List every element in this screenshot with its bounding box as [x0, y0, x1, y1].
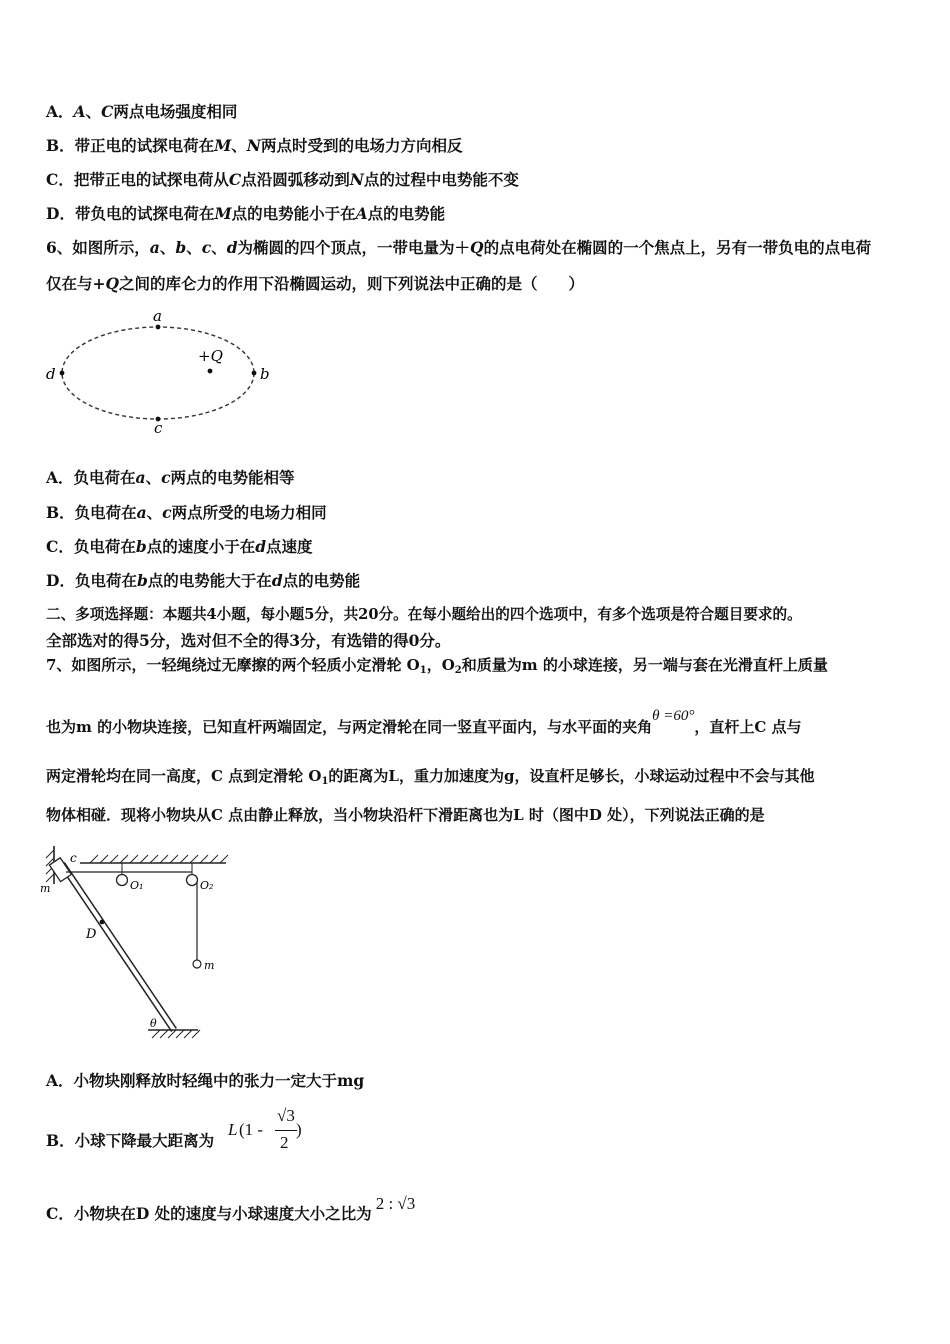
ellipse-orbit — [62, 327, 254, 419]
q6-stem-line-2: 仅在与+Q之间的库仑力的作用下沿椭圆运动，则下列说法中正确的是（ ） — [46, 274, 585, 293]
label-b: b — [260, 365, 270, 383]
q7-stem-line-2: 也为m 的小物块连接，已知直杆两端固定，与两定滑轮在同一竖直平面内，与水平面的夹角θ =60°，直杆上C 点与 — [46, 708, 802, 736]
q7-option-a: A．小物块刚释放时轻绳中的张力一定大于mg — [46, 1071, 365, 1090]
point-d-dot — [60, 371, 65, 376]
label-theta: θ — [150, 1017, 157, 1030]
label-d: d — [46, 365, 56, 383]
q7-stem-line-4: 物体相碰．现将小物块从C 点由静止释放，当小物块沿杆下滑距离也为L 时（图中D 处），下列说法正确的是 — [46, 806, 765, 824]
label-c: c — [154, 419, 163, 437]
q7-stem-line-1: 7、如图所示，一轻绳绕过无摩擦的两个轻质小定滑轮 $O_1$，$O_2$和质量为m 的小球连接，另一端与套在光滑直杆上质量 — [46, 656, 828, 676]
q5-option-c: C．把带正电的试探电荷从C点沿圆弧移动到N点的过程中电势能不变 — [46, 170, 519, 189]
q6-stem-line-1: 6、如图所示，a、b、c、d为椭圆的四个顶点，一带电量为＋Q的点电荷处在椭圆的一个焦点上，另有一带负电的点电荷 — [46, 238, 872, 257]
q6-option-b: B．负电荷在a、c两点所受的电场力相同 — [46, 503, 327, 522]
pulley-figure — [40, 842, 240, 1042]
q7-option-c: C．小物块在D 处的速度与小球速度大小之比为2 : √3 — [46, 1194, 416, 1223]
q7-option-b: B．小球下降最大距离为 — [46, 1131, 215, 1150]
label-a: a — [153, 307, 162, 325]
option-b-formula: L (1 - √3 2 ) — [228, 1106, 302, 1152]
q6-option-c: C．负电荷在b点的速度小于在d点速度 — [46, 537, 313, 556]
charge-q-dot — [208, 369, 213, 374]
label-m-ball: m — [204, 959, 215, 972]
label-c: c — [70, 851, 77, 865]
q5-option-a: A．A、C两点电场强度相同 — [46, 102, 238, 121]
q6-option-a: A．负电荷在a、c两点的电势能相等 — [46, 468, 295, 487]
inclined-rod-inner — [62, 864, 174, 1030]
label-plus-q: +Q — [198, 347, 223, 365]
section-2-scoring: 全部选对的得5分，选对但不全的得3分，有选错的得0分。 — [46, 631, 451, 650]
label-o2: O₂ — [200, 879, 214, 892]
point-a-dot — [156, 325, 161, 330]
pulley-o2 — [187, 875, 198, 886]
label-o1: O₁ — [130, 879, 144, 892]
ceiling-hatching — [90, 855, 228, 863]
q7-stem-line-3: 两定滑轮均在同一高度，C 点到定滑轮 $O_1$的距离为L，重力加速度为g，设直杆足够长，小球运动过程中不会与其他 — [46, 767, 815, 787]
section-2-heading: 二、多项选择题：本题共4小题，每小题5分，共20分。在每小题给出的四个选项中，有多个选项是符合题目要求的。 — [46, 606, 802, 623]
q6-option-d: D．负电荷在b点的电势能大于在d点的电势能 — [46, 571, 361, 590]
hanging-ball — [193, 960, 201, 968]
ground-hatching — [152, 1030, 200, 1038]
label-d: D — [86, 927, 97, 942]
ellipse-figure — [40, 305, 290, 440]
ratio-expression: 2 : √3 — [375, 1194, 416, 1213]
angle-expression: θ =60° — [652, 708, 695, 724]
pulley-o1 — [117, 875, 128, 886]
q5-option-d: D．带负电的试探电荷在M点的电势能小于在A点的电势能 — [46, 204, 446, 223]
q5-option-b: B．带正电的试探电荷在M、N两点时受到的电场力方向相反 — [46, 136, 463, 155]
point-d-marker — [100, 920, 105, 925]
point-b-dot — [252, 371, 257, 376]
label-m-block: m — [40, 882, 51, 895]
